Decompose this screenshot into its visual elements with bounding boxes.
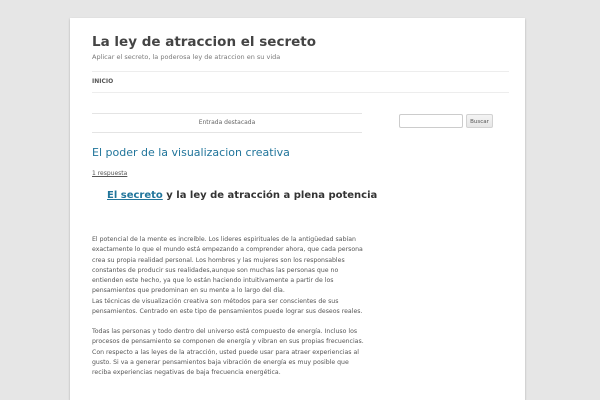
paragraph-1b-text: Las técnicas de visualización creativa son métodos para ser conscientes de sus pensamientos. Centrado en este tipo de pensamientos puede lograr sus deseos reales.	[92, 297, 363, 316]
search-input[interactable]	[399, 114, 463, 128]
post-paragraph-1	[92, 235, 364, 317]
paragraph-1-text: El potencial de la mente es increíble. Los lideres espirituales de la antigüedad sabían exactamente lo que el mundo está empezando a comprender ahora, que cada persona crea su propia realidad personal. Los hombres y las mujeres son los responsables constantes de producir sus realidades,aunque son muchas las personas que no entienden este hecho, ya que lo están haciendo intuitivamente a partir de los pensamientos que predominan en su mente a lo largo del día.	[92, 236, 363, 295]
el-secreto-link[interactable]: El secreto	[107, 190, 163, 201]
site-description: Aplicar el secreto, la poderosa ley de atraccion en su vida	[92, 53, 281, 61]
post-subheading	[107, 190, 377, 201]
site-title[interactable]: La ley de atraccion el secreto	[92, 34, 316, 50]
nav-item-inicio[interactable]: INICIO	[92, 78, 114, 85]
page-container	[70, 18, 525, 400]
subheading-text: y la ley de atracción a plena potencia	[162, 190, 378, 201]
post-title-link[interactable]: El poder de la visualizacion creativa	[92, 146, 290, 159]
post-paragraph-2: Todas las personas y todo dentro del universo está compuesto de energía. Incluso los procesos de pensamiento se componen de energía y vibran en sus propias frecuencias. Con respecto a las leyes de la atracción, usted puede usar para atraer experiencias al gusto. Si va a generar pensamientos baja vibración de energía es muy posible que reciba experiencias negativas de baja frecuencia energética.	[92, 328, 364, 377]
main-navigation	[92, 71, 509, 93]
comments-link[interactable]: 1 respuesta	[92, 170, 128, 177]
featured-post-label: Entrada destacada	[92, 113, 362, 133]
search-button[interactable]: Buscar	[466, 114, 493, 128]
